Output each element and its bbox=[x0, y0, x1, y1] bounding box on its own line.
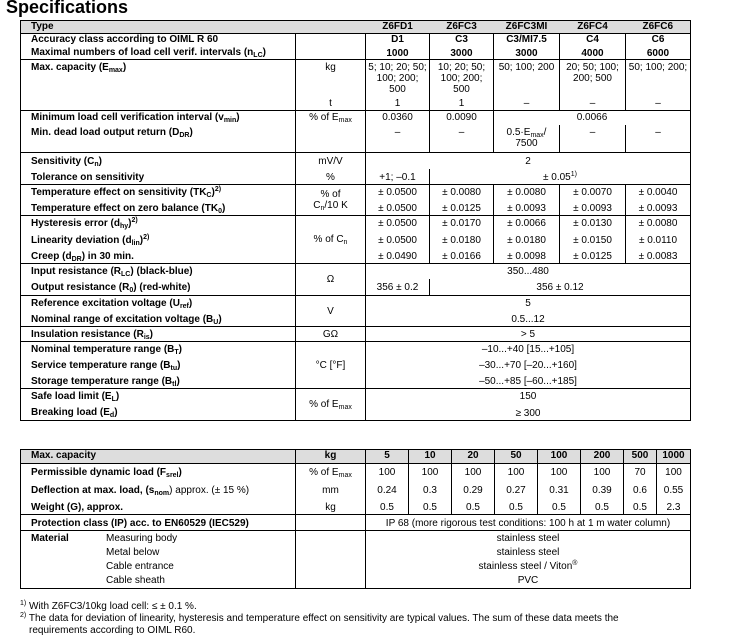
linearity-value: ± 0.0180 bbox=[494, 232, 560, 248]
maxcap-t-value: – bbox=[626, 98, 691, 111]
breaking-load-value: ≥ 300 bbox=[366, 404, 691, 421]
deflection-value: 0.24 bbox=[366, 481, 409, 498]
min-interval-value: 0.0090 bbox=[430, 111, 494, 125]
sensitivity-row bbox=[21, 153, 691, 169]
tolerance-value: +1; –0.1 bbox=[366, 169, 430, 185]
storage-temp-value: –50...+85 [–60...+185] bbox=[366, 373, 691, 389]
dynamic-load-row bbox=[21, 464, 691, 481]
resistance-unit: Ω bbox=[296, 264, 366, 296]
maxcap-t-value: 1 bbox=[430, 98, 494, 111]
material-item: Cable entrance bbox=[106, 561, 174, 572]
deflection-value: 0.27 bbox=[495, 481, 538, 498]
uref-row bbox=[21, 296, 691, 311]
min-interval-value: 0.0066 bbox=[494, 111, 691, 125]
model-name: Z6FC3MI bbox=[494, 21, 560, 34]
deflection-value: 0.31 bbox=[538, 481, 581, 498]
tolerance-value: ± $0.05^{1)}$ bbox=[430, 169, 691, 185]
dead-load-value: – bbox=[626, 125, 691, 153]
material-item: Metal below bbox=[106, 547, 160, 558]
output-resistance-label: Output resistance $(R_0)$ (red-white) bbox=[31, 281, 191, 294]
maxcap-value: 50; 100; 200 bbox=[494, 60, 560, 98]
spec-table bbox=[20, 20, 691, 421]
weight-value: 0.5 bbox=[581, 498, 624, 515]
material-label-cell bbox=[21, 531, 296, 589]
weight-row bbox=[21, 498, 691, 515]
capacity-value: 5 bbox=[366, 450, 409, 464]
capacity-value: 500 bbox=[624, 450, 657, 464]
tolerance-label: Tolerance on sensitivity bbox=[31, 171, 145, 183]
input-resistance-row bbox=[21, 264, 691, 279]
tk0-value: ± 0.0125 bbox=[430, 200, 494, 216]
linearity-value: ± 0.0500 bbox=[366, 232, 430, 248]
min-interval-row bbox=[21, 111, 691, 125]
maxcap-value: 5; 10; 20; 50; 100; 200; 500 bbox=[366, 60, 430, 98]
dynamic-load-value: 100 bbox=[495, 464, 538, 481]
tkc-value: ± 0.0040 bbox=[626, 185, 691, 200]
material-value: stainless steel bbox=[496, 547, 560, 558]
weight-label: Weight (G), approx. bbox=[31, 501, 124, 513]
tolerance-unit: % bbox=[296, 169, 366, 185]
hysteresis-row bbox=[21, 216, 691, 232]
material-item: Measuring body bbox=[106, 533, 178, 544]
creep-value: ± 0.0490 bbox=[366, 248, 430, 264]
dynamic-load-label: Permissible dynamic load $(F_{srel})$ bbox=[21, 464, 296, 481]
dynamic-load-value: 70 bbox=[624, 464, 657, 481]
pct-cn-unit: % of $C_n$ bbox=[296, 216, 366, 264]
model-name: Z6FC3 bbox=[430, 21, 494, 34]
output-resistance-value: 356 ± 0.2 bbox=[366, 279, 430, 296]
deflection-row bbox=[21, 481, 691, 498]
uref-value: 5 bbox=[366, 296, 691, 311]
capacity-value: 10 bbox=[409, 450, 452, 464]
accuracy-value: C3 bbox=[430, 34, 494, 46]
dead-load-value: – bbox=[560, 125, 626, 153]
intervals-value: 3000 bbox=[494, 45, 560, 60]
tkc-value: ± 0.0500 bbox=[366, 185, 430, 200]
maxcap-t-row bbox=[21, 98, 691, 111]
weight-value: 0.5 bbox=[624, 498, 657, 515]
min-interval-value: 0.0360 bbox=[366, 111, 430, 125]
sensitivity-unit: mV/V bbox=[296, 153, 366, 169]
material-item: Cable sheath bbox=[106, 575, 165, 586]
weight-value: 0.5 bbox=[452, 498, 495, 515]
accuracy-value: D1 bbox=[366, 34, 430, 46]
maxcap-unit-kg: kg bbox=[296, 60, 366, 98]
uref-label: Reference excitation voltage $(U_{ref})$ bbox=[21, 296, 296, 311]
maxcap-unit-t: t bbox=[296, 98, 366, 111]
creep-value: ± 0.0098 bbox=[494, 248, 560, 264]
tkc-row bbox=[21, 185, 691, 200]
material-label: Material bbox=[31, 533, 69, 544]
input-resistance-value: 350...480 bbox=[366, 264, 691, 279]
insulation-unit: GΩ bbox=[296, 327, 366, 342]
material-value: stainless steel / Viton bbox=[478, 561, 573, 572]
deflection-value: 0.39 bbox=[581, 481, 624, 498]
capacity-header-row bbox=[21, 450, 691, 464]
dynamic-load-value: 100 bbox=[366, 464, 409, 481]
hysteresis-value: ± 0.0080 bbox=[626, 216, 691, 232]
load-limit-unit: % of $E_{max}$ bbox=[296, 389, 366, 421]
insulation-value: > 5 bbox=[366, 327, 691, 342]
safe-load-value: 150 bbox=[366, 389, 691, 404]
material-value: PVC bbox=[517, 575, 539, 586]
accuracy-label: Accuracy class according to OIML R 60 bbox=[21, 34, 296, 46]
service-temp-label: Service temperature range $(B_{tu})$ bbox=[31, 359, 181, 372]
weight-value: 0.5 bbox=[538, 498, 581, 515]
tk0-value: ± 0.0093 bbox=[560, 200, 626, 216]
dynamic-load-value: 100 bbox=[581, 464, 624, 481]
dead-load-row bbox=[21, 125, 691, 153]
capacity-label: Max. capacity bbox=[21, 450, 296, 464]
linearity-value: ± 0.0180 bbox=[430, 232, 494, 248]
weight-value: 0.5 bbox=[495, 498, 538, 515]
linearity-value: ± 0.0110 bbox=[626, 232, 691, 248]
nominal-temp-row bbox=[21, 342, 691, 357]
weight-unit: kg bbox=[296, 498, 366, 515]
capacity-table bbox=[20, 449, 691, 589]
maxcap-value: 10; 20; 50; 100; 200; 500 bbox=[430, 60, 494, 98]
maxcap-value: 20; 50; 100; 200; 500 bbox=[560, 60, 626, 98]
weight-value: 0.5 bbox=[409, 498, 452, 515]
nominal-temp-value: –10...+40 [15...+105] bbox=[366, 342, 691, 357]
tk0-label: Temperature effect on zero balance $(TK_0)$ bbox=[31, 202, 226, 215]
type-row bbox=[21, 21, 691, 34]
tkc-value: ± 0.0080 bbox=[494, 185, 560, 200]
material-row bbox=[21, 531, 691, 589]
dynamic-load-value: 100 bbox=[538, 464, 581, 481]
deflection-unit: mm bbox=[296, 481, 366, 498]
model-name: Z6FD1 bbox=[366, 21, 430, 34]
tkc-label: Temperature effect on sensitivity $(TK_C)^{2)}$ bbox=[21, 185, 296, 200]
deflection-label: Deflection at max. load, $(s_{nom})$ approx. (± 15 %) bbox=[31, 484, 250, 497]
intervals-value: 3000 bbox=[430, 45, 494, 60]
tk0-value: ± 0.0093 bbox=[626, 200, 691, 216]
output-resistance-value: 356 ± 0.12 bbox=[430, 279, 691, 296]
intervals-row bbox=[21, 45, 691, 60]
protection-label: Protection class (IP) acc. to EN60529 (IEC529) bbox=[21, 515, 296, 531]
tkc-value: ± 0.0080 bbox=[430, 185, 494, 200]
dynamic-load-value: 100 bbox=[409, 464, 452, 481]
protection-row bbox=[21, 515, 691, 531]
input-resistance-label: Input resistance $(R_{LC})$ (black-blue) bbox=[21, 264, 296, 279]
dynamic-load-value: 100 bbox=[452, 464, 495, 481]
material-value: stainless steel bbox=[496, 533, 560, 544]
tolerance-row bbox=[21, 169, 691, 185]
accuracy-value: C4 bbox=[560, 34, 626, 46]
accuracy-value: C3/MI7.5 bbox=[494, 34, 560, 46]
hysteresis-value: ± 0.0170 bbox=[430, 216, 494, 232]
model-name: Z6FC6 bbox=[626, 21, 691, 34]
insulation-label: Insulation resistance $(R_{is})$ bbox=[21, 327, 296, 342]
bu-value: 0.5...12 bbox=[366, 311, 691, 327]
maxcap-row bbox=[21, 60, 691, 98]
min-interval-unit: % of $E_{max}$ bbox=[296, 111, 366, 125]
creep-value: ± 0.0083 bbox=[626, 248, 691, 264]
weight-value: 0.5 bbox=[366, 498, 409, 515]
maxcap-value: 50; 100; 200; bbox=[626, 60, 691, 98]
intervals-value: 1000 bbox=[366, 45, 430, 60]
sensitivity-label: Sensitivity $(C_n)$ bbox=[21, 153, 296, 169]
tk0-value: ± 0.0500 bbox=[366, 200, 430, 216]
capacity-value: 200 bbox=[581, 450, 624, 464]
protection-value: IP 68 (more rigorous test conditions: 100 h at 1 m water column) bbox=[366, 515, 691, 531]
footnote-1: $^{1)}$ With Z6FC3/10kg load cell: ≤ ± 0.1 %. bbox=[20, 600, 197, 612]
deflection-value: 0.29 bbox=[452, 481, 495, 498]
accuracy-value: C6 bbox=[626, 34, 691, 46]
capacity-unit: kg bbox=[296, 450, 366, 464]
temp-unit: °C [°F] bbox=[296, 342, 366, 389]
deflection-value: 0.55 bbox=[657, 481, 691, 498]
min-interval-label: Minimum load cell verification interval $(v_{min})$ bbox=[21, 111, 296, 125]
hysteresis-value: ± 0.0130 bbox=[560, 216, 626, 232]
capacity-value: 20 bbox=[452, 450, 495, 464]
maxcap-t-value: 1 bbox=[366, 98, 430, 111]
capacity-value: 1000 bbox=[657, 450, 691, 464]
maxcap-t-value: – bbox=[560, 98, 626, 111]
safe-load-row bbox=[21, 389, 691, 404]
dead-load-value: – bbox=[430, 125, 494, 153]
weight-value: 2.3 bbox=[657, 498, 691, 515]
dead-load-label: Min. dead load output return $(D_{DR})$ bbox=[31, 126, 193, 139]
creep-value: ± 0.0166 bbox=[430, 248, 494, 264]
sensitivity-value: 2 bbox=[366, 153, 691, 169]
nominal-temp-label: Nominal temperature range $(B_T)$ bbox=[21, 342, 296, 357]
safe-load-label: Safe load limit $(E_L)$ bbox=[21, 389, 296, 404]
intervals-label: Maximal numbers of load cell verif. intervals $(n_{LC})$ bbox=[31, 47, 266, 59]
hysteresis-label: Hysteresis error $(d_{hy})^{2)}$ bbox=[21, 216, 296, 232]
storage-temp-label: Storage temperature range $(B_{tl})$ bbox=[31, 375, 180, 388]
hysteresis-value: ± 0.0500 bbox=[366, 216, 430, 232]
type-label: Type bbox=[21, 21, 296, 34]
accuracy-row bbox=[21, 34, 691, 46]
tk0-value: ± 0.0093 bbox=[494, 200, 560, 216]
service-temp-value: –30...+70 [–20...+160] bbox=[366, 357, 691, 373]
bu-label: Nominal range of excitation voltage $(B_U)$ bbox=[31, 313, 222, 326]
dynamic-load-value: 100 bbox=[657, 464, 691, 481]
intervals-value: 4000 bbox=[560, 45, 626, 60]
material-values: stainless steel stainless steel stainless steel / Viton® PVC bbox=[366, 531, 691, 589]
creep-label: Creep $(d_{DR})$ in 30 min. bbox=[31, 250, 134, 263]
tk-unit: % of $C_n/10$ K bbox=[296, 185, 366, 216]
dead-load-value: – bbox=[366, 125, 430, 153]
tkc-value: ± 0.0070 bbox=[560, 185, 626, 200]
insulation-row bbox=[21, 327, 691, 342]
model-name: Z6FC4 bbox=[560, 21, 626, 34]
creep-value: ± 0.0125 bbox=[560, 248, 626, 264]
maxcap-label: Max. capacity $(E_{max})$ bbox=[21, 60, 296, 98]
page-title: Specifications bbox=[6, 0, 129, 17]
capacity-value: 100 bbox=[538, 450, 581, 464]
dead-load-value: $0.5\cdot E_{max}/$ 7500 bbox=[494, 125, 560, 153]
capacity-value: 50 bbox=[495, 450, 538, 464]
hysteresis-value: ± 0.0066 bbox=[494, 216, 560, 232]
linearity-label: Linearity deviation $(d_{lin})^{2)}$ bbox=[31, 233, 150, 247]
footnote-2: $^{2)}$ The data for deviation of linearity, hysteresis and temperature effect on sensitivity are typical values. The sum of these data meets the requirements according to OIML R60. bbox=[20, 612, 619, 636]
breaking-load-label: Breaking load $(E_d)$ bbox=[31, 406, 118, 419]
intervals-value: 6000 bbox=[626, 45, 691, 60]
linearity-value: ± 0.0150 bbox=[560, 232, 626, 248]
voltage-unit: V bbox=[296, 296, 366, 327]
dynamic-load-unit: % of $E_{max}$ bbox=[296, 464, 366, 481]
deflection-value: 0.3 bbox=[409, 481, 452, 498]
deflection-value: 0.6 bbox=[624, 481, 657, 498]
maxcap-t-value: – bbox=[494, 98, 560, 111]
